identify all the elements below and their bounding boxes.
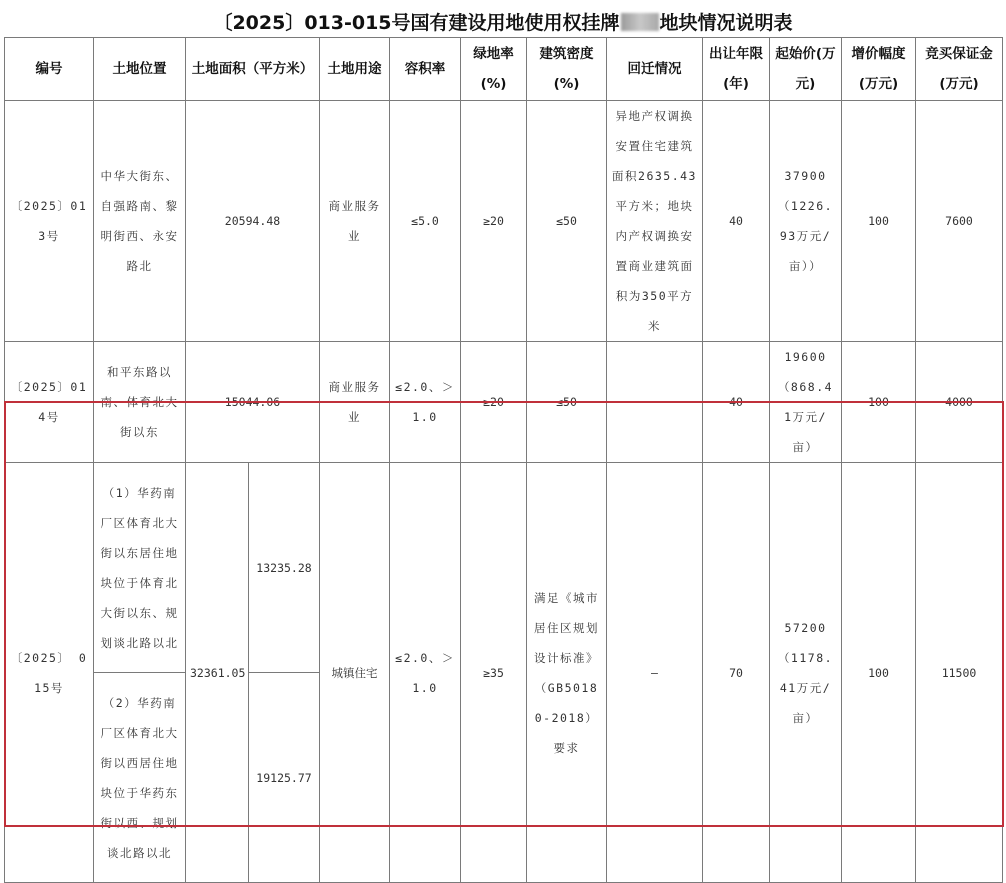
row-area: 15044.06 [186,342,320,463]
row-increment: 100 [842,342,916,463]
row-green: ≥35 [461,463,527,883]
row-area-total: 32361.05 [186,463,249,883]
row-id: 〔2025〕014号 [5,342,94,463]
row-area-part-2: 19125.77 [249,673,320,883]
row-location-part-2: （2）华药南厂区体育北大街以西居住地块位于华药东街以西、规划谈北路以北 [94,673,186,883]
header-far: 容积率 [390,38,461,101]
row-density: 满足《城市居住区规划设计标准》（GB50180-2018）要求 [527,463,607,883]
header-green: 绿地率(%) [461,38,527,101]
row-start-price: 37900（1226.93万元/亩）） [770,101,842,342]
row-term: 40 [703,342,770,463]
table-row [5,342,1003,463]
row-location-part-1: （1）华药南厂区体育北大街以东居住地块位于体育北大街以东、规划谈北路以北 [94,463,186,673]
header-increment: 增价幅度(万元) [842,38,916,101]
row-far: ≤2.0、＞1.0 [390,342,461,463]
row-term: 40 [703,101,770,342]
row-deposit: 7600 [916,101,1003,342]
row-use: 商业服务业 [320,101,390,342]
row-relocation: – [607,463,703,883]
header-relocation: 回迁情况 [607,38,703,101]
row-density: ≤50 [527,101,607,342]
header-id: 编号 [5,38,94,101]
row-id: 〔2025〕 015号 [5,463,94,883]
row-id: 〔2025〕013号 [5,101,94,342]
title-suffix: 地块情况说明表 [659,12,793,34]
row-area: 20594.48 [186,101,320,342]
row-far: ≤2.0、＞1.0 [390,463,461,883]
row-relocation: – [607,342,703,463]
row-green: ≥20 [461,342,527,463]
header-use: 土地用途 [320,38,390,101]
header-start-price: 起始价(万元) [770,38,842,101]
row-green: ≥20 [461,101,527,342]
row-start-price: 19600（868.41万元/亩） [770,342,842,463]
header-term: 出让年限(年) [703,38,770,101]
row-location: 中华大街东、自强路南、黎明街西、永安路北 [94,101,186,342]
row-use: 城镇住宅 [320,463,390,883]
title-prefix: 〔2025〕013-015号国有建设用地使用权挂牌 [213,12,620,34]
page-title [0,8,1006,36]
row-relocation: 异地产权调换安置住宅建筑面积2635.43平方米；地块内产权调换安置商业建筑面积为350平方米 [607,101,703,342]
row-area-part-1: 13235.28 [249,463,320,673]
row-deposit: 4000 [916,342,1003,463]
header-row [5,38,1003,101]
row-start-price: 57200（1178.41万元/亩） [770,463,842,883]
row-use: 商业服务业 [320,342,390,463]
table-row [5,101,1003,342]
row-increment: 100 [842,101,916,342]
header-deposit: 竞买保证金(万元) [916,38,1003,101]
table-row [5,463,1003,673]
header-location: 土地位置 [94,38,186,101]
header-area: 土地面积（平方米） [186,38,320,101]
redacted-blur [621,13,659,31]
row-increment: 100 [842,463,916,883]
row-deposit: 11500 [916,463,1003,883]
row-term: 70 [703,463,770,883]
row-far: ≤5.0 [390,101,461,342]
row-location: 和平东路以南、体育北大街以东 [94,342,186,463]
row-density: ≤50 [527,342,607,463]
header-density: 建筑密度(%) [527,38,607,101]
land-table [4,37,1003,883]
